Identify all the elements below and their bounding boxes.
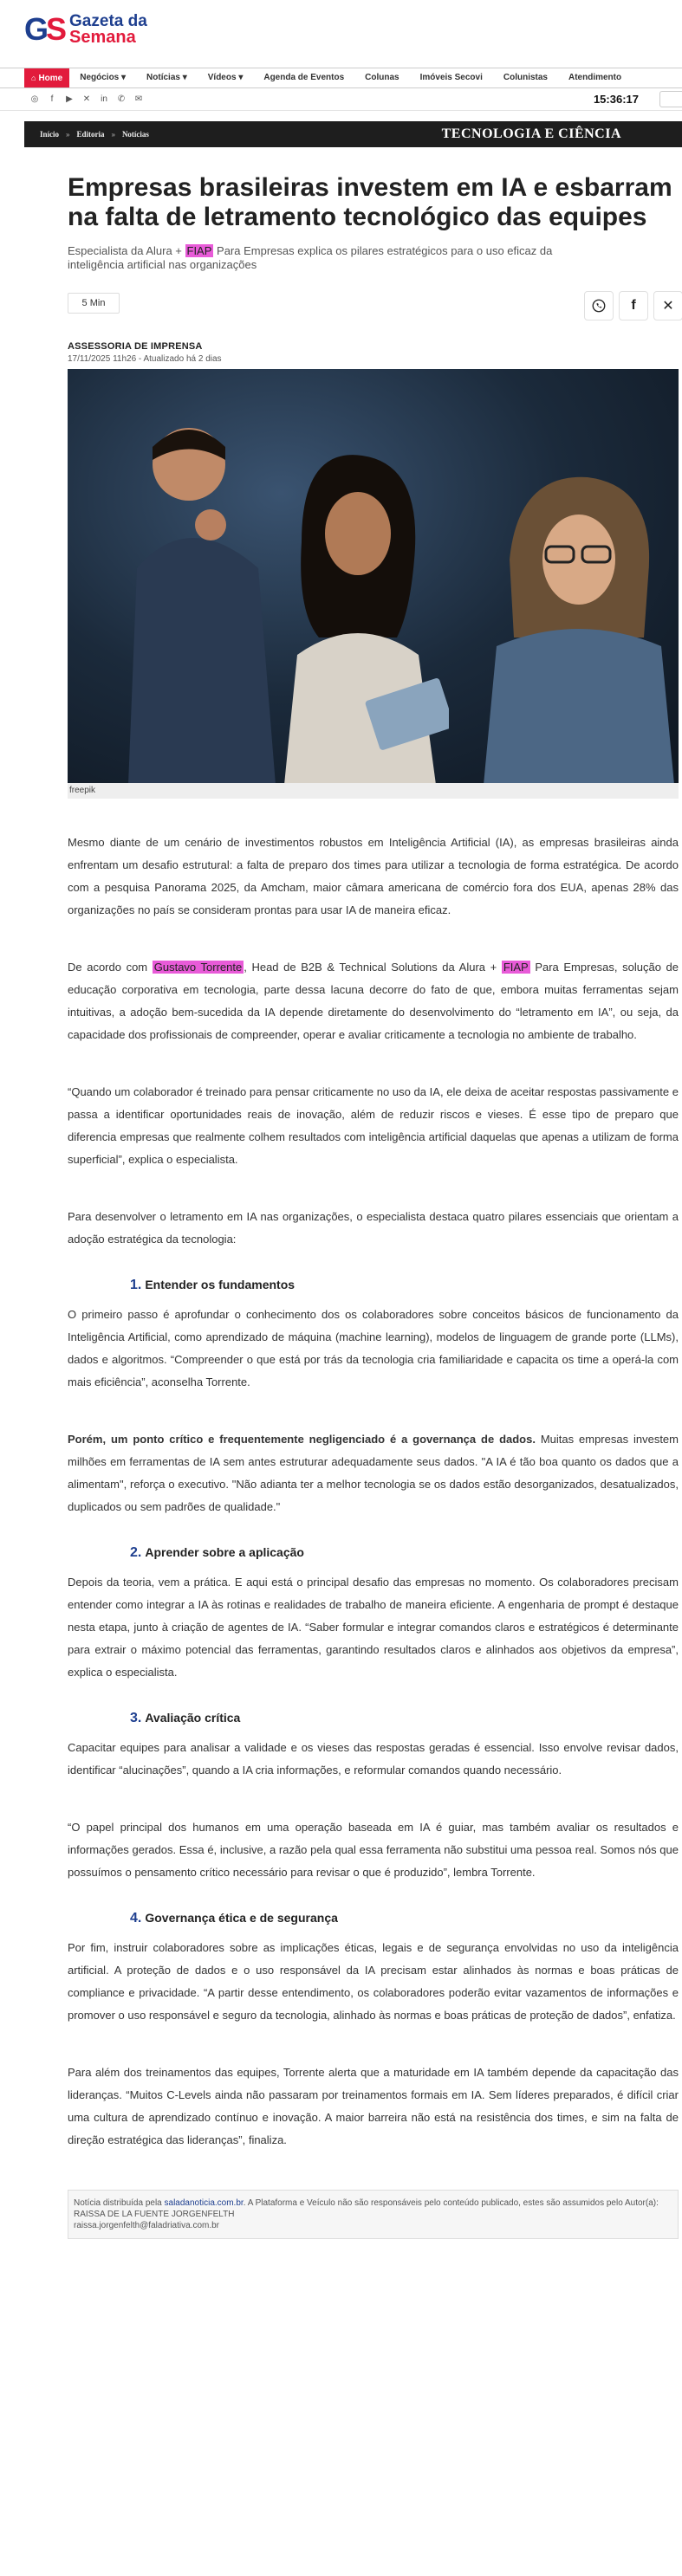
site-logo[interactable] (24, 12, 147, 47)
facebook-icon: f (631, 298, 636, 313)
x-icon: ✕ (662, 299, 674, 314)
notice-author: RAISSA DE LA FUENTE JORGENFELTH (74, 2210, 235, 2219)
page-title: Empresas brasileiras investem em IA e esbarram na falta de letramento tecnológico das equipes (68, 173, 672, 231)
breadcrumb-separator: » (66, 130, 70, 139)
article (0, 173, 682, 2239)
nav-home[interactable]: ⌂ Home (24, 68, 69, 87)
nav-imoveis[interactable]: Imóveis Secovi (419, 73, 483, 82)
logo-mark: GS (24, 11, 65, 47)
distribution-notice: Notícia distribuída pela saladanoticia.com.br. A Plataforma e Veículo não são responsáveis pelo conteúdo publicado, estes são assumidos pelo Autor(a): RAISSA DE LA FUENTE JORGENFELTH raissa.jorgenfelth@faladriativa.com.br (68, 2190, 679, 2239)
share-x-button[interactable] (653, 291, 682, 320)
paragraph: Porém, um ponto crítico e frequentemente negligenciado é a governança de dados. Muitas empresas investem milhões em ferramentas de IA sem antes estruturar adequadamente seus dados. "A IA é tão boa quanto os dados que a alimentam", reforça o executivo. "Não adianta ter a melhor tecnologia se os dados estão desorganizados, desatualizados, duplicados ou sem padrões de qualidade." (68, 1433, 679, 1513)
paragraph: O primeiro passo é aprofundar o conhecimento dos os colaboradores sobre conceitos básicos de funcionamento da Inteligência Artificial, como aprendizado de máquina (machine learning), modelos de linguagem de grande porte (LLMs), dados e algoritmos. “Compreender o que está por trás da tecnologia cria familiaridade e capacita os time a operá-la com mais eficiência”, aconselha Torrente. (68, 1308, 679, 1388)
paragraph: Por fim, instruir colaboradores sobre as implicações éticas, legais e de segurança envolvidas no uso da inteligência artificial. A proteção de dados e o uso responsável da IA precisam estar alinhados às normas e boas práticas de compliance e privacidade. “A partir desse entendimento, os colaboradores poderão evitar vazamentos de informações e promover o uso responsável e seguro da tecnologia, alinhado às normas e boas práticas de proteção de dados”, enfatiza. (68, 1941, 679, 2022)
whatsapp-icon (591, 298, 607, 314)
breadcrumb-editoria[interactable]: Editoria (76, 130, 105, 139)
main-nav (0, 68, 682, 88)
paragraph: Depois da teoria, vem a prática. E aqui está o principal desafio das empresas no momento. Os colaboradores precisam entender como integrar a IA às rotinas e realidades de trabalho de maneira eficiente. A engenharia de prompt é destaque nesta etapa, junto à criação de agentes de IA. “Saber formular e integrar comandos claros e estratégicos é determinante para extrair o máximo potencial das ferramentas, garantindo resultados claros e alinhados aos objetivos da empresa”, explica o especialista. (68, 1576, 679, 1679)
search-input[interactable] (659, 91, 682, 107)
person-woman-glasses-silhouette (475, 464, 674, 783)
paragraph: Para além dos treinamentos das equipes, Torrente alerta que a maturidade em IA também depende da capacitação das lideranças. “Muitos C-Levels ainda não passaram por treinamentos formais em IA. Sem líderes preparados, é difícil criar uma cultura de aprendizado contínuo e inovação. A maior barreira não está na resistência dos times, e sim na falta de direção estratégica das lideranças”, finaliza. (68, 2066, 679, 2146)
meta-row (68, 288, 673, 322)
breadcrumb (24, 121, 682, 147)
author-byline: ASSESSORIA DE IMPRENSA (68, 341, 203, 352)
instagram-icon[interactable]: ◎ (30, 94, 39, 104)
article-body (68, 832, 679, 2152)
read-time-badge: 5 Min (68, 293, 120, 314)
person-woman-center-silhouette (267, 438, 449, 783)
nav-atendimento[interactable]: Atendimento (568, 73, 622, 82)
highlight-term: Gustavo Torrente (153, 961, 243, 974)
x-icon[interactable]: ✕ (82, 94, 91, 104)
whatsapp-icon[interactable]: ✆ (117, 94, 126, 104)
person-man-silhouette (128, 395, 276, 783)
social-toolbar (0, 88, 682, 111)
photo-credit: freepik (68, 783, 679, 799)
nav-videos[interactable]: Vídeos ▾ (207, 73, 244, 82)
notice-email[interactable]: raissa.jorgenfelth@faladriativa.com.br (74, 2221, 220, 2230)
article-subtitle: Especialista da Alura + FIAP Para Empresas explica os pilares estratégicos para o uso eficaz da inteligência artificial nas organizações (68, 244, 553, 271)
nav-noticias[interactable]: Notícias ▾ (146, 73, 187, 82)
paragraph: Capacitar equipes para analisar a validade e os vieses das respostas geradas é essencial. Isso envolve revisar dados, identificar “alucinações”, quando a IA cria informações, e reformular comandos quando necessário. (68, 1741, 679, 1777)
paragraph: De acordo com Gustavo Torrente , Head de B2B & Technical Solutions da Alura + FIAP Para Empresas, solução de educação corporativa em tecnologia, parte dessa lacuna decorre do fato de que, embora muitas ferramentas sejam intuitivas, a adoção bem-sucedida da IA depende diretamente do desenvolvimento do “letramento em IA”, ou seja, da capacidade dos profissionais de compreender, operar e avaliar criticamente a tecnologia no ambiente de trabalho. (68, 961, 679, 1041)
breadcrumb-inicio[interactable]: Início (40, 130, 60, 139)
nav-agenda[interactable]: Agenda de Eventos (263, 73, 345, 82)
breadcrumb-noticias[interactable]: Notícias (121, 130, 149, 139)
pillar-heading-3: 3. Avaliação crítica (130, 1711, 241, 1725)
paragraph: Mesmo diante de um cenário de investimentos robustos em Inteligência Artificial (IA), as empresas brasileiras ainda enfrentam um desafio estrutural: a falta de preparo dos times para utilizar a tecnologia de forma estratégica. De acordo com a pesquisa Panorama 2025, da Amcham, maior câmara americana de comércio fora dos EUA, apenas 28% das organizações no país se consideram prontas para usar IA de maneira eficaz. (68, 836, 679, 916)
section-tag: TECNOLOGIA E CIÊNCIA (441, 126, 621, 141)
nav-negocios[interactable]: Negócios ▾ (80, 73, 127, 82)
source-link[interactable]: saladanoticia.com.br (164, 2198, 244, 2208)
breadcrumb-separator: » (111, 130, 115, 139)
share-facebook-button[interactable] (619, 291, 648, 320)
pillar-heading-1: 1. Entender os fundamentos (130, 1278, 296, 1292)
paragraph: Para desenvolver o letramento em IA nas organizações, o especialista destaca quatro pilares essenciais que orientam a adoção estratégica da tecnologia: (68, 1210, 679, 1246)
pillar-heading-2: 2. Aprender sobre a aplicação (130, 1545, 304, 1560)
mail-icon[interactable]: ✉ (134, 94, 143, 104)
nav-colunistas[interactable]: Colunistas (503, 73, 548, 82)
home-icon: ⌂ (31, 74, 36, 82)
pillar-heading-4: 4. Governança ética e de segurança (130, 1911, 338, 1926)
paragraph-quote: “Quando um colaborador é treinado para pensar criticamente no uso da IA, ele deixa de aceitar respostas passivamente e passa a identificar oportunidades reais de inovação, além de reduzir riscos e vieses. É esse tipo de preparo que diferencia empresas que realmente colhem resultados com inteligência artificial daquelas que apenas a utilizam de forma superficial”, explica o especialista. (68, 1085, 679, 1166)
site-header (0, 0, 682, 68)
logo-wordmark: Gazeta da Semana (69, 12, 147, 47)
clock: 15:36:17 (593, 93, 639, 106)
linkedin-icon[interactable]: in (101, 94, 107, 104)
highlight-term: FIAP (503, 961, 529, 974)
share-whatsapp-button[interactable] (584, 291, 614, 320)
paragraph-quote: “O papel principal dos humanos em uma operação baseada em IA é guiar, mas também avaliar os resultados e informações gerados. Essa é, inclusive, a razão pela qual essa ferramenta não substitui uma pessoa real. Somos nós que possuímos o pensamento crítico necessário para revisar o que é produzido”, lembra Torrente. (68, 1821, 679, 1879)
article-photo (68, 369, 679, 783)
publish-date: 17/11/2025 11h26 - Atualizado há 2 dias (68, 354, 222, 364)
youtube-icon[interactable]: ▶ (66, 94, 73, 104)
facebook-icon[interactable]: f (50, 94, 54, 104)
nav-colunas[interactable]: Colunas (365, 73, 399, 82)
